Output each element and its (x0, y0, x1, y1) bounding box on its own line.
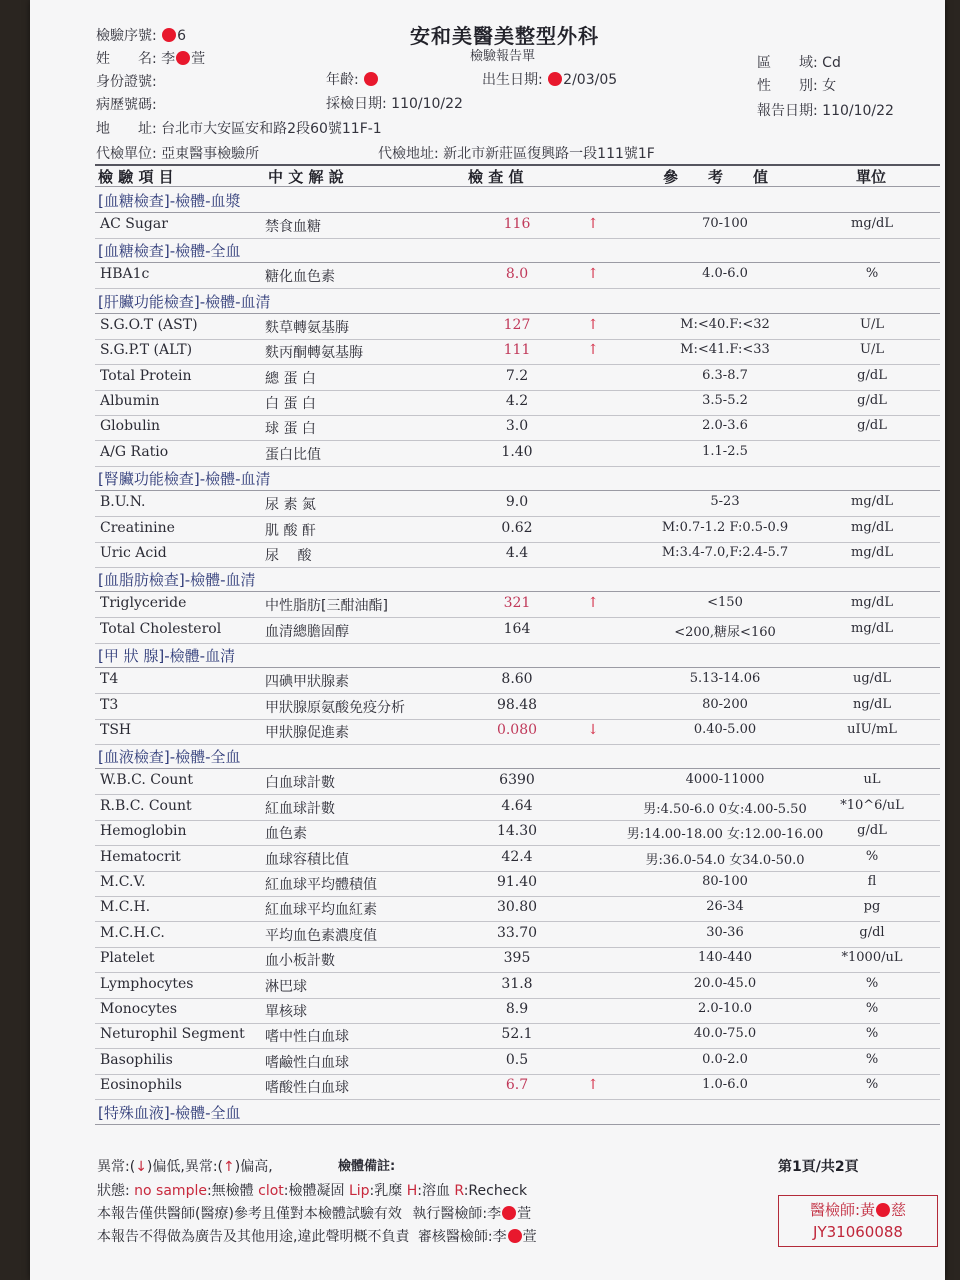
sample-date-value: 110/10/22 (391, 96, 463, 112)
table-row (95, 390, 940, 416)
test-description: 麩草轉氨基脢 (265, 319, 349, 336)
table-row (95, 668, 940, 694)
redaction-mark (502, 1206, 516, 1220)
test-value: 6.7 (505, 1077, 529, 1094)
test-value: 9.0 (505, 494, 529, 511)
table-row (95, 820, 940, 846)
reference-range: 男:4.50-6.0 0女:4.00-5.50 (643, 801, 807, 817)
table-row (95, 339, 940, 365)
report-date-value: 110/10/22 (822, 103, 894, 119)
stamp-code: JY31060088 (813, 1223, 903, 1241)
section-header: [甲 狀 腺]-檢體-血清 (98, 647, 236, 666)
agent-unit-field (96, 143, 259, 163)
birth-value: 2/03/05 (563, 72, 618, 88)
test-value: 0.5 (505, 1051, 529, 1068)
test-value: 42.4 (501, 848, 533, 865)
test-unit: fl (867, 874, 877, 889)
test-value: 4.2 (505, 393, 529, 409)
redaction-mark (162, 28, 176, 42)
test-description: 蛋白比值 (265, 446, 321, 463)
test-unit: % (865, 848, 879, 864)
reference-range: 20.0-45.0 (693, 975, 757, 991)
reference-range: <200,糖尿<160 (674, 624, 776, 640)
table-row (95, 1074, 940, 1100)
redaction-mark (176, 51, 190, 65)
low-arrow-icon: ↓ (135, 1159, 147, 1175)
name-value-post: 萱 (191, 51, 206, 67)
table-row (95, 314, 940, 340)
test-description: 血色素 (265, 826, 307, 843)
sex-value: 女 (822, 78, 837, 94)
test-description: 紅血球平均體積值 (265, 877, 377, 893)
test-name: B.U.N. (100, 494, 146, 511)
test-name: Monocytes (100, 1001, 178, 1017)
id-field: 身份證號: (96, 74, 157, 90)
address-label: 地 址: (96, 121, 157, 137)
serial-label: 檢驗序號: (96, 28, 157, 44)
test-description: 甲狀腺原氨酸免疫分析 (265, 699, 405, 716)
test-unit: uIU/mL (847, 722, 897, 737)
test-value: 8.9 (505, 1001, 529, 1017)
reference-range: M:<41.F:<33 (680, 342, 770, 358)
table-row (95, 769, 940, 795)
test-value: 321 (503, 595, 531, 612)
status-code: Lip (348, 1183, 370, 1199)
test-value: 0.62 (501, 519, 533, 536)
reference-range: 0.0-2.0 (702, 1051, 748, 1067)
test-name: Creatinine (100, 519, 175, 536)
reference-range: 0.40-5.00 (693, 722, 757, 737)
test-name: Lymphocytes (100, 975, 194, 992)
test-unit: g/dL (857, 393, 887, 408)
reference-range: 1.0-6.0 (702, 1077, 748, 1093)
col-header-desc: 中 文 解 說 (268, 168, 344, 186)
serial-field (96, 25, 186, 45)
region-field (757, 52, 841, 72)
abnormal-flag-icon: ↑ (587, 316, 599, 333)
test-value: 0.080 (496, 722, 538, 738)
report-date-label: 報告日期: (757, 103, 818, 119)
report-title: 檢驗報告單 (470, 49, 536, 64)
sex-label: 性 別: (757, 78, 818, 94)
name-value-pre: 李 (161, 51, 176, 67)
test-name: Neturophil Segment (100, 1026, 245, 1043)
legend-text: )偏高, (234, 1159, 273, 1175)
test-value: 6390 (499, 772, 535, 789)
sample-date-label: 採檢日期: (326, 96, 387, 112)
region-label: 區 域: (757, 55, 818, 71)
executing-technician-suffix: 萱 (517, 1206, 532, 1222)
test-value: 4.4 (505, 545, 529, 561)
name-label: 姓 名: (96, 51, 157, 67)
test-name: Total Protein (100, 367, 192, 384)
test-name: Triglyceride (100, 595, 187, 612)
test-description: 糖化血色素 (265, 269, 335, 286)
table-row (95, 517, 940, 543)
status-text: :無檢體 (206, 1183, 254, 1199)
hospital-name: 安和美醫美整型外科 (410, 24, 599, 48)
reference-range: 男:14.00-18.00 女:12.00-16.00 (626, 827, 824, 843)
test-unit: mg/dL (851, 494, 893, 510)
abnormal-flag-icon: ↑ (587, 595, 599, 612)
test-name: W.B.C. Count (100, 772, 194, 789)
test-description: 肌 酸 酐 (265, 522, 316, 539)
reference-range: M:3.4-7.0,F:2.4-5.7 (661, 545, 789, 560)
test-name: R.B.C. Count (100, 797, 192, 814)
reference-range: 4.0-6.0 (702, 266, 748, 282)
test-unit: ng/dL (852, 696, 892, 712)
region-value: Cd (822, 55, 841, 71)
test-description: 尿 酸 (265, 548, 312, 564)
abnormal-flag-icon: ↑ (587, 1077, 599, 1094)
test-unit: U/L (860, 316, 884, 332)
test-name: T3 (100, 696, 119, 713)
status-text: :檢體凝固 (283, 1183, 345, 1199)
status-code: H (406, 1183, 418, 1199)
sample-date-field (326, 93, 463, 113)
status-legend (97, 1180, 527, 1200)
test-description: 白 蛋 白 (265, 396, 316, 412)
stamp-name-suffix: 慈 (891, 1201, 907, 1219)
test-unit: *10^6/uL (840, 797, 904, 813)
table-row (95, 1023, 940, 1049)
table-row (95, 795, 940, 821)
test-description: 四碘甲狀腺素 (265, 674, 349, 691)
test-value: 164 (503, 620, 531, 637)
status-text: :乳糜 (369, 1183, 403, 1199)
test-name: S.G.O.T (AST) (100, 316, 198, 333)
table-row (95, 415, 940, 441)
test-unit: % (865, 975, 879, 991)
test-description: 紅血球平均血紅素 (265, 902, 377, 919)
test-unit: mg/dL (851, 545, 893, 560)
technician-stamp (778, 1195, 938, 1247)
reference-range: <150 (707, 595, 743, 611)
test-unit: mg/dL (851, 595, 893, 611)
table-row (95, 896, 940, 922)
test-value: 33.70 (496, 924, 538, 941)
test-description: 淋巴球 (265, 978, 307, 995)
reference-range: 26-34 (706, 899, 744, 915)
test-description: 平均血色素濃度值 (265, 927, 377, 944)
reference-range: 70-100 (702, 216, 748, 231)
address-field (96, 118, 382, 138)
table-row (95, 263, 940, 289)
test-name: AC Sugar (100, 216, 168, 232)
reference-range: 80-200 (702, 696, 748, 712)
test-unit: pg (863, 899, 881, 915)
reference-range: 男:36.0-54.0 女34.0-50.0 (645, 852, 805, 868)
col-header-ref: 參 考 值 (663, 168, 769, 186)
test-name: Hemoglobin (100, 823, 187, 840)
test-description: 總 蛋 白 (265, 370, 316, 387)
table-row (95, 719, 940, 745)
table-row (95, 441, 940, 467)
test-value: 395 (503, 950, 531, 967)
redaction-mark (876, 1203, 890, 1217)
abnormal-legend (97, 1156, 273, 1176)
birth-label: 出生日期: (482, 72, 543, 88)
reference-range: 5-23 (710, 494, 740, 510)
test-name: M.C.H.C. (100, 924, 165, 941)
test-value: 31.8 (501, 975, 533, 992)
executing-technician: 執行醫檢師:李 (412, 1206, 502, 1222)
age-field (326, 69, 379, 89)
section-header: [血脂肪檢查]-檢體-血清 (98, 571, 256, 590)
abnormal-flag-icon: ↓ (587, 722, 599, 738)
table-row (95, 491, 940, 517)
test-name: Platelet (100, 950, 155, 967)
reference-range: 40.0-75.0 (693, 1026, 757, 1042)
test-unit: mg/dL (851, 519, 893, 535)
test-unit: % (865, 1001, 879, 1016)
agent-address-value: 新北市新莊區復興路一段111號1F (443, 146, 655, 162)
agent-unit-label: 代檢單位: (96, 146, 157, 162)
test-description: 禁食血糖 (265, 219, 321, 235)
status-text: :Recheck (463, 1183, 528, 1199)
table-row (95, 542, 940, 568)
test-description: 中性脂肪[三酣油酯] (265, 598, 388, 615)
test-unit: mg/dL (851, 620, 893, 636)
sex-field (757, 75, 836, 95)
legend-text: 異常:( (97, 1159, 136, 1175)
reference-range: 6.3-8.7 (702, 367, 748, 383)
stamp-name: 醫檢師:黃 (809, 1201, 876, 1219)
agent-address-field (378, 143, 655, 163)
table-row (95, 365, 940, 391)
test-name: M.C.H. (100, 899, 151, 916)
test-value: 8.60 (501, 671, 533, 688)
report-date-field (757, 100, 894, 120)
table-row (95, 922, 940, 948)
col-header-item: 檢 驗 項 目 (98, 168, 174, 186)
test-unit: % (865, 266, 879, 282)
section-header: [腎臟功能檢查]-檢體-血清 (98, 470, 271, 489)
sample-note-label: 檢體備註: (338, 1159, 396, 1174)
test-name: Albumin (100, 393, 160, 409)
reviewing-technician: 審核醫檢師:李 (417, 1229, 507, 1245)
reference-range: M:0.7-1.2 F:0.5-0.9 (661, 519, 789, 535)
test-description: 尿 素 氮 (265, 497, 316, 514)
test-description: 白血球計數 (265, 775, 335, 792)
test-description: 血球容積比值 (265, 851, 349, 868)
table-row (95, 947, 940, 973)
test-name: T4 (100, 671, 119, 688)
test-unit: U/L (860, 342, 884, 358)
reference-range: 3.5-5.2 (702, 393, 748, 408)
test-unit: g/dl (859, 924, 885, 940)
disclaimer-text: 本報告僅供醫師(醫療)參考且僅對本檢體試驗有效 (97, 1206, 402, 1222)
test-description: 血小板計數 (265, 953, 335, 970)
table-row (95, 694, 940, 720)
col-header-unit: 單位 (856, 168, 887, 186)
test-unit: g/dL (857, 418, 887, 434)
disclaimer-text: 本報告不得做為廣告及其他用途,違此聲明概不負責 (97, 1229, 410, 1245)
col-header-value: 檢 查 值 (468, 168, 524, 186)
table-row (95, 592, 940, 618)
test-value: 98.48 (496, 696, 538, 713)
section-header: [血糖檢查]-檢體-全血 (98, 242, 241, 261)
reference-range: M:<40.F:<32 (680, 316, 770, 332)
test-description: 球 蛋 白 (265, 421, 316, 438)
test-unit: *1000/uL (841, 950, 903, 966)
test-unit: ug/dL (852, 671, 892, 687)
table-row (95, 846, 940, 872)
table-row (95, 973, 940, 999)
table-header-rule (95, 186, 940, 187)
disclaimer-line-2 (97, 1226, 537, 1246)
test-name: S.G.P.T (ALT) (100, 342, 193, 359)
status-label: 狀態: (97, 1183, 130, 1199)
test-description: 單核球 (265, 1004, 307, 1020)
test-description: 血清總膽固醇 (265, 623, 349, 640)
test-value: 127 (503, 316, 531, 333)
section-header: [特殊血液]-檢體-全血 (98, 1103, 241, 1122)
test-unit: g/dL (857, 367, 887, 383)
table-row (95, 1049, 940, 1075)
reference-range: 2.0-10.0 (697, 1001, 752, 1016)
table-row (95, 871, 940, 897)
test-description: 麩丙酮轉氨基脢 (265, 345, 363, 362)
reference-range: 1.1-2.5 (702, 443, 748, 459)
status-code: no sample (134, 1183, 207, 1199)
legend-text: )偏低,異常:( (146, 1159, 224, 1175)
section-header: [血液檢查]-檢體-全血 (98, 748, 241, 767)
test-value: 111 (503, 342, 531, 359)
reference-range: 2.0-3.6 (702, 418, 748, 434)
test-description: 嗜鹼性白血球 (265, 1054, 349, 1071)
test-unit: % (865, 1026, 879, 1042)
reference-range: 140-440 (697, 950, 753, 966)
test-value: 116 (503, 216, 531, 232)
status-code: R (454, 1183, 464, 1199)
test-value: 7.2 (505, 367, 529, 384)
reference-range: 80-100 (702, 874, 748, 889)
test-name: TSH (100, 722, 132, 738)
test-value: 8.0 (505, 266, 529, 283)
table-row (95, 998, 940, 1024)
test-name: Eosinophils (100, 1077, 182, 1094)
address-value: 台北市大安區安和路2段60號11F-1 (161, 121, 382, 137)
name-field (96, 48, 205, 68)
test-value: 91.40 (496, 874, 538, 890)
test-name: Basophilis (100, 1051, 173, 1068)
test-description: 甲狀腺促進素 (265, 725, 349, 741)
reference-range: 30-36 (706, 924, 744, 940)
abnormal-flag-icon: ↑ (587, 266, 599, 283)
test-unit: % (865, 1051, 879, 1067)
test-name: Globulin (100, 418, 161, 435)
status-text: :溶血 (417, 1183, 450, 1199)
page-number: 第1頁/共2頁 (778, 1159, 859, 1175)
test-value: 1.40 (501, 443, 533, 460)
birth-field (482, 69, 617, 89)
age-label: 年齡: (326, 72, 359, 88)
test-unit: mg/dL (851, 216, 893, 231)
test-description: 紅血球計數 (265, 800, 335, 817)
table-row (95, 618, 940, 644)
agent-unit-value: 亞東醫事檢驗所 (161, 146, 260, 162)
redaction-mark (548, 72, 562, 86)
record-field: 病歷號碼: (96, 97, 157, 113)
reference-range: 5.13-14.06 (689, 671, 761, 687)
test-value: 52.1 (501, 1026, 533, 1043)
redaction-mark (508, 1229, 522, 1243)
test-unit: g/dL (857, 823, 887, 839)
table-row (95, 213, 940, 239)
test-name: M.C.V. (100, 874, 146, 890)
test-value: 3.0 (505, 418, 529, 435)
test-value: 30.80 (496, 899, 538, 916)
test-value: 4.64 (501, 797, 533, 814)
test-value: 14.30 (496, 823, 538, 840)
section-rule (95, 1124, 940, 1125)
test-name: Total Cholesterol (100, 620, 222, 637)
disclaimer-line-1 (97, 1203, 531, 1223)
test-unit: % (865, 1077, 879, 1093)
test-name: Uric Acid (100, 545, 167, 561)
test-name: Hematocrit (100, 848, 181, 865)
test-description: 嗜中性白血球 (265, 1029, 349, 1046)
abnormal-flag-icon: ↑ (587, 342, 599, 359)
test-description: 嗜酸性白血球 (265, 1080, 349, 1097)
test-name: A/G Ratio (100, 443, 169, 460)
high-arrow-icon: ↑ (223, 1159, 235, 1175)
redaction-mark (364, 72, 378, 86)
reference-range: 4000-11000 (685, 772, 765, 788)
section-header: [肝臟功能檢查]-檢體-血清 (98, 292, 271, 311)
test-name: HBA1c (100, 266, 150, 283)
section-header: [血糖檢查]-檢體-血漿 (98, 192, 241, 210)
serial-value: 6 (177, 28, 187, 44)
status-code: clot (258, 1183, 284, 1199)
agent-address-label: 代檢地址: (378, 146, 439, 162)
reviewing-technician-suffix: 萱 (522, 1229, 537, 1245)
abnormal-flag-icon: ↑ (587, 216, 599, 232)
test-unit: uL (863, 772, 881, 788)
